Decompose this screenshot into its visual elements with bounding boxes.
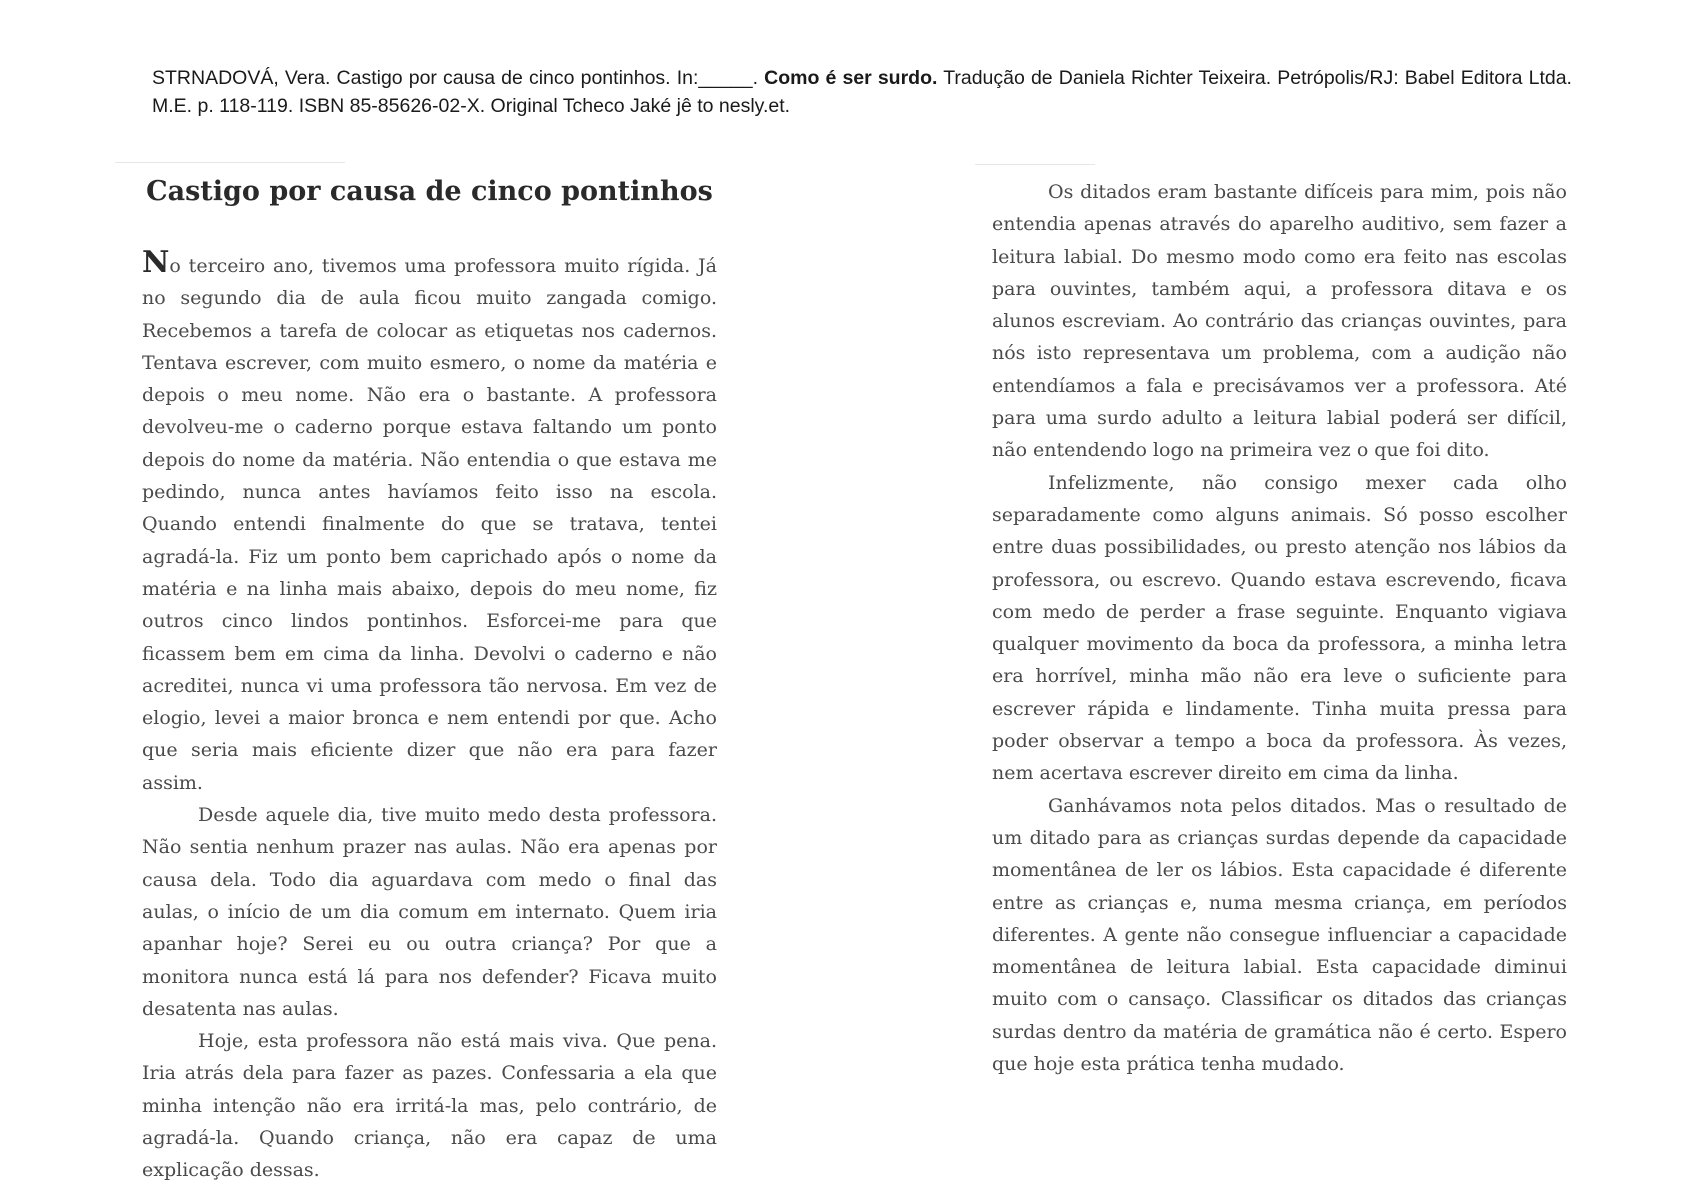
paragraph-3: Hoje, esta professora não está mais viva. Que pena. Iria atrás dela para fazer as pazes. Confessaria a ela que minha intenção não era irritá-la mas, pelo contrário, de agradá-la. Quando criança, não era capaz de uma explicação dessas.	[142, 1030, 717, 1182]
paragraph-1-text: o terceiro ano, tivemos uma professora muito rígida. Já no segundo dia de aula ficou muito zangada comigo. Recebemos a tarefa de colocar as etiquetas nos cadernos. Tentava escrever, com muito esmero, o nome da matéria e depois o meu nome. Não era o bastante. A professora devolveu-me o caderno porque estava faltando um ponto depois do nome da matéria. Não entendia o que estava me pedindo, nunca antes havíamos feito isso na escola. Quando entendi finalmente do que se tratava, tentei agradá-la. Fiz um ponto bem caprichado após o nome da matéria e na linha mais abaixo, depois do meu nome, fiz outros cinco lindos pontinhos. Esforcei-me para que ficassem bem em cima da linha. Devolvi o caderno e não acreditei, nunca vi uma professora tão nervosa. Em vez de elogio, levei a maior bronca e nem entendi por que. Acho que seria mais eficiente dizer que não era para fazer assim.	[142, 255, 717, 794]
citation-work-title: Como é ser surdo.	[764, 67, 938, 89]
citation-suffix: Tradução de Daniela Richter Teixeira. Petrópolis/RJ: Babel Editora Ltda. M.E. p. 118-119. ISBN 85-85626-02-X. Original Tcheco Jaké jê to nesly.et.	[152, 67, 1572, 117]
scan-edge-right	[975, 164, 1095, 165]
bibliographic-citation	[152, 64, 1572, 120]
drop-cap: N	[142, 245, 170, 280]
citation-prefix: STRNADOVÁ, Vera. Castigo por causa de cinco pontinhos. In:_____.	[152, 67, 759, 89]
paragraph-4: Os ditados eram bastante difíceis para mim, pois não entendia apenas através do aparelho auditivo, sem fazer a leitura labial. Do mesmo modo como era feito nas escolas para ouvintes, também aqui, a professora ditava e os alunos escreviam. Ao contrário das crianças ouvintes, para nós isto representava um problema, com a audição não entendíamos a fala e precisávamos ver a professora. Até para uma surdo adulto a leitura labial poderá ser difícil, não entendendo logo na primeira vez o que foi dito.	[992, 181, 1567, 462]
paragraph-2: Desde aquele dia, tive muito medo desta professora. Não sentia nenhum prazer nas aulas. Não era apenas por causa dela. Todo dia aguardava com medo o final das aulas, o início de um dia comum em internato. Quem iria apanhar hoje? Serei eu ou outra criança? Por que a monitora nunca está lá para nos defender? Ficava muito desatenta nas aulas.	[142, 804, 717, 1020]
right-page	[992, 176, 1567, 1080]
scan-edge-left	[115, 162, 345, 163]
paragraph-5: Infelizmente, não consigo mexer cada olho separadamente como alguns animais. Só posso escolher entre duas possibilidades, ou presto atenção nos lábios da professora, ou escrevo. Quando estava escrevendo, ficava com medo de perder a frase seguinte. Enquanto vigiava qualquer movimento da boca da professora, a minha letra era horrível, minha mão não era leve o suficiente para escrever rápida e lindamente. Tinha muita pressa para poder observar a tempo a boca da professora. Às vezes, nem acertava escrever direito em cima da linha.	[992, 471, 1567, 785]
left-page	[142, 174, 717, 1187]
story-title: Castigo por causa de cinco pontinhos	[146, 176, 713, 207]
paragraph-1	[142, 245, 717, 799]
paragraph-6: Ganhávamos nota pelos ditados. Mas o resultado de um ditado para as crianças surdas depende da capacidade momentânea de ler os lábios. Esta capacidade é diferente entre as crianças e, numa mesma criança, em períodos diferentes. A gente não consegue influenciar a capacidade momentânea de leitura labial. Esta capacidade diminui muito com o cansaço. Classificar os ditados das crianças surdas dentro da matéria de gramática não é certo. Espero que hoje esta prática tenha mudado.	[992, 794, 1567, 1076]
